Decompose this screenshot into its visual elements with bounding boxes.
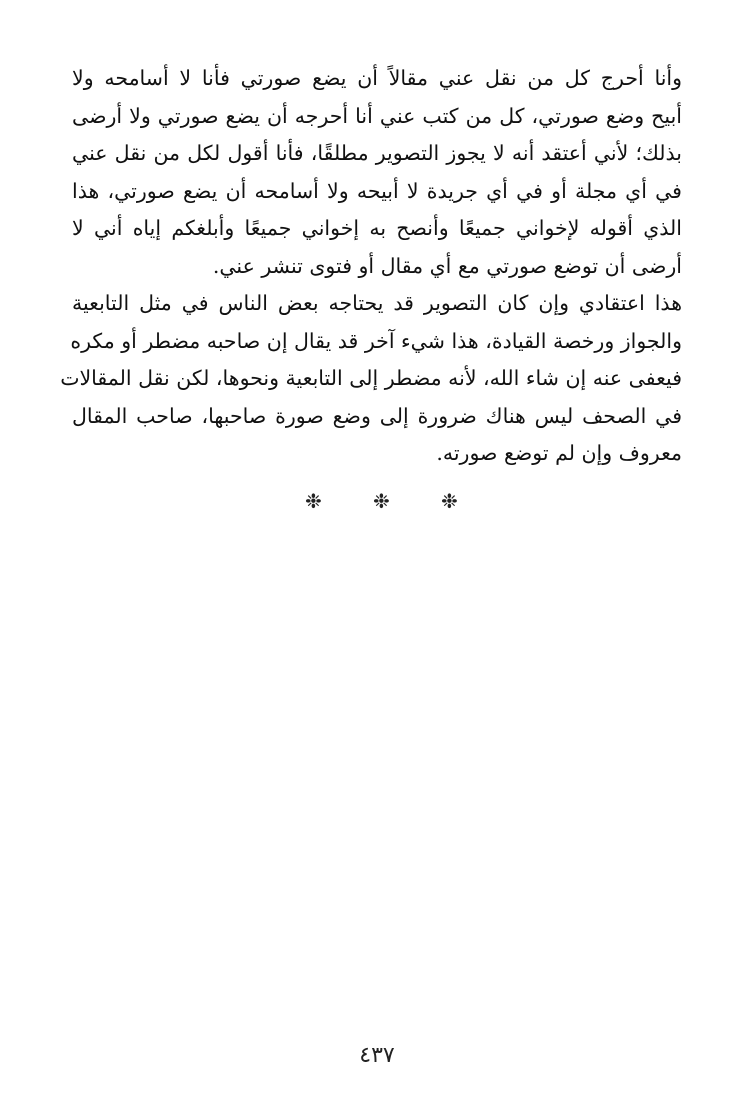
text-line: أبيح وضع صورتي، كل من كتب عني أنا أحرجه أن يضع صورتي ولا أرضى bbox=[72, 103, 682, 128]
text-line: معروف وإن لم توضع صورته. bbox=[436, 441, 682, 465]
text-line: وأنا أحرج كل من نقل عني مقالاً أن يضع صورتي فأنا لا أسامحه ولا bbox=[72, 66, 682, 90]
text-line: هذا اعتقادي وإن كان التصوير قد يحتاجه بعض الناس في مثل التابعية bbox=[72, 291, 682, 315]
text-line: في الصحف ليس هناك ضرورة إلى وضع صورة صاحبها، صاحب المقال bbox=[72, 403, 682, 428]
asterism-icon: ❉ bbox=[441, 489, 458, 513]
body-text bbox=[60, 60, 682, 473]
text-line: فيعفى عنه إن شاء الله، لأنه مضطر إلى التابعية ونحوها، لكن نقل المقالات bbox=[60, 366, 682, 390]
text-line: أرضى أن توضع صورتي مع أي مقال أو فتوى تنشر عني. bbox=[212, 253, 682, 278]
section-separator bbox=[0, 486, 754, 516]
text-line: والجواز ورخصة القيادة، هذا شيء آخر قد يقال إن صاحبه مضطر أو مكره bbox=[70, 328, 682, 353]
text-line: بذلك؛ لأني أعتقد أنه لا يجوز التصوير مطلقًا، فأنا أقول لكل من نقل عني bbox=[72, 141, 682, 165]
asterism-icon: ❉ bbox=[373, 489, 390, 513]
text-line: الذي أقوله لإخواني جميعًا وأنصح به إخواني جميعًا وأبلغكم إياه أني لا bbox=[72, 216, 682, 240]
text-line: في أي مجلة أو في أي جريدة لا أبيحه ولا أسامحه أن يضع صورتي، هذا bbox=[72, 178, 682, 203]
page-number: ٤٣٧ bbox=[359, 1043, 395, 1068]
asterism-icon: ❉ bbox=[305, 489, 322, 513]
